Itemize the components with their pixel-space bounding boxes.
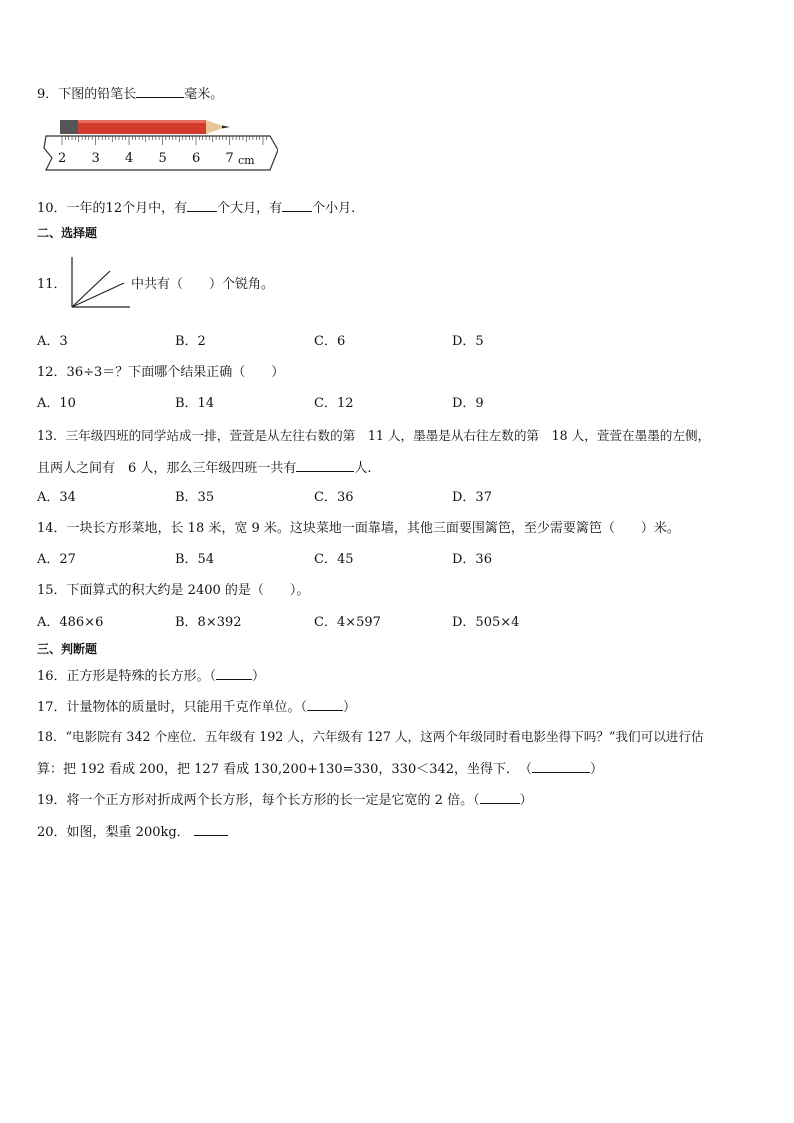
q16-answer-blank[interactable] — [216, 666, 252, 680]
pencil-highlight — [78, 120, 206, 123]
section-choice-title: 二、选择题 — [37, 226, 98, 240]
q13-option-d[interactable]: D．37 — [452, 490, 492, 505]
q11-text: 中共有（ ）个锐角。 — [131, 277, 275, 292]
q20-answer-blank[interactable] — [194, 822, 228, 836]
q19-answer-blank[interactable] — [480, 790, 520, 804]
question-9 — [37, 84, 223, 104]
ruler-label-6: 6 — [192, 151, 201, 166]
q10-text-mid: 个大月，有 — [217, 201, 283, 216]
q9-text-post: 毫米。 — [184, 87, 224, 102]
angle-ray-lower — [72, 283, 124, 307]
angle-ray-upper — [72, 271, 110, 307]
q10-blank-big-months[interactable] — [187, 198, 217, 212]
q13-text-pre: 且两人之间有 6 人，那么三年级四班一共有 — [37, 461, 297, 476]
question-18-line1: 18．“电影院有 342 个座位．五年级有 192 人，六年级有 127 人，这两个年级同时看电影坐得下吗？”我们可以进行估 — [37, 729, 704, 744]
q16-text-post: ） — [252, 669, 266, 684]
q15-option-b[interactable]: B．8×392 — [175, 615, 242, 630]
pencil — [60, 120, 230, 134]
q12-option-b[interactable]: B．14 — [175, 396, 215, 411]
ruler-pencil-figure — [42, 114, 278, 174]
question-10 — [37, 198, 355, 218]
ruler-label-5: 5 — [158, 151, 167, 166]
q13-answer-blank[interactable] — [296, 458, 354, 472]
pencil-lead — [222, 126, 230, 129]
q12-option-c[interactable]: C．12 — [314, 396, 354, 411]
q11-option-c[interactable]: C．6 — [314, 334, 346, 349]
q10-text-pre: 10．一年的12个月中，有 — [37, 201, 188, 216]
q18-text-post: ） — [590, 762, 604, 777]
ruler-label-7: 7 — [225, 151, 234, 166]
ruler-label-2: 2 — [58, 151, 67, 166]
q11-number: 11． — [37, 277, 67, 292]
q13-option-b[interactable]: B．35 — [175, 490, 215, 505]
question-18-line2 — [37, 759, 603, 779]
q18-answer-blank[interactable] — [532, 759, 590, 773]
q17-text-post: ） — [343, 700, 357, 715]
ruler-unit: cm — [238, 154, 255, 167]
q15-option-d[interactable]: D．505×4 — [452, 615, 520, 630]
q17-answer-blank[interactable] — [307, 697, 343, 711]
q11-angle-figure — [68, 255, 132, 311]
q9-text-pre: 9．下图的铅笔长 — [37, 87, 137, 102]
question-16 — [37, 666, 265, 686]
q14-option-c[interactable]: C．45 — [314, 552, 354, 567]
q15-option-a[interactable]: A．486×6 — [37, 615, 104, 630]
q18-text-pre: 算：把 192 看成 200，把 127 看成 130,200+130=330，330＜342，坐得下． （ — [37, 762, 533, 777]
q14-option-d[interactable]: D．36 — [452, 552, 492, 567]
q11-option-b[interactable]: B．2 — [175, 334, 206, 349]
q15-option-c[interactable]: C．4×597 — [314, 615, 381, 630]
q19-text-pre: 19．将一个正方形对折成两个长方形，每个长方形的长一定是它宽的 2 倍。（ — [37, 793, 480, 808]
q19-text-post: ） — [519, 793, 533, 808]
q14-option-b[interactable]: B．54 — [175, 552, 215, 567]
question-13-line1: 13．三年级四班的同学站成一排，萱萱是从左往右数的第 11 人，墨墨是从右往左数的第 18 人，萱萱在墨墨的左侧， — [37, 428, 711, 443]
question-15: 15．下面算式的积大约是 2400 的是（ ）。 — [37, 583, 310, 598]
pencil-end — [60, 120, 78, 134]
q20-text: 20．如图，梨重 200kg． — [37, 825, 190, 840]
q11-option-a[interactable]: A．3 — [37, 334, 68, 349]
q9-answer-blank[interactable] — [136, 84, 184, 98]
section-judge-title: 三、判断题 — [37, 642, 98, 656]
question-20 — [37, 822, 228, 842]
ruler-label-4: 4 — [125, 151, 134, 166]
q16-text-pre: 16．正方形是特殊的长方形。（ — [37, 669, 217, 684]
q14-option-a[interactable]: A．27 — [37, 552, 76, 567]
q12-option-d[interactable]: D．9 — [452, 396, 484, 411]
ruler-label-3: 3 — [91, 151, 100, 166]
question-12: 12．36÷3＝？下面哪个结果正确（ ） — [37, 365, 285, 380]
q13-option-a[interactable]: A．34 — [37, 490, 76, 505]
q11-option-d[interactable]: D．5 — [452, 334, 484, 349]
q10-blank-small-months[interactable] — [282, 198, 312, 212]
question-19 — [37, 790, 533, 810]
question-13-line2 — [37, 458, 372, 478]
q17-text-pre: 17．计量物体的质量时，只能用千克作单位。（ — [37, 700, 308, 715]
q10-text-post: 个小月. — [312, 201, 356, 216]
q12-option-a[interactable]: A．10 — [37, 396, 76, 411]
q13-text-post: 人. — [354, 461, 372, 476]
question-17 — [37, 697, 356, 717]
q13-option-c[interactable]: C．36 — [314, 490, 354, 505]
question-14: 14．一块长方形菜地，长 18 米，宽 9 米。这块菜地一面靠墙，其他三面要围篱笆，至少需要篱笆（ ）米。 — [37, 521, 680, 536]
